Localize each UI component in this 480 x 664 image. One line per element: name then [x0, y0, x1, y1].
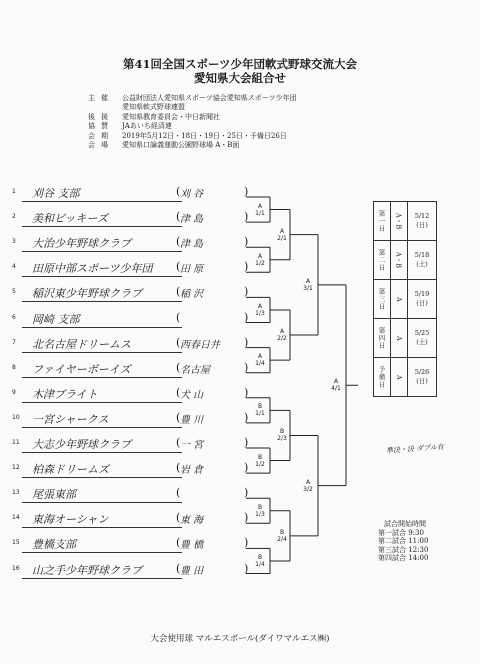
document-subtitle: 愛知県大会組合せ	[194, 71, 286, 85]
info-row-organizer2: 愛知県軟式野球連盟	[122, 103, 185, 112]
team-number: 15	[12, 539, 20, 547]
paren-open: (	[176, 536, 181, 550]
schedule-field: A	[391, 280, 408, 319]
start-times	[378, 520, 428, 563]
team-name: 美和ビッキーズ	[32, 212, 109, 226]
team-number: 2	[12, 213, 16, 221]
team-city: 犬 山	[180, 389, 204, 401]
schedule-row	[374, 241, 437, 280]
team-number: 16	[12, 564, 20, 572]
team-name: 刈谷 支部	[32, 187, 80, 200]
paren-open: (	[176, 260, 181, 274]
schedule-date: 5/26 (日)	[408, 358, 437, 397]
team-city: 津 島	[180, 239, 204, 251]
team-name: 山之手少年野球クラブ	[32, 563, 142, 577]
schedule-row	[374, 280, 437, 319]
schedule-row	[374, 358, 437, 397]
paren-open: (	[176, 360, 181, 374]
paren-close: )	[244, 335, 249, 349]
paren-open: (	[176, 335, 181, 349]
paren-close: )	[244, 185, 249, 198]
info-row-sponsor: 協賛 JAあいち経済連	[88, 122, 172, 131]
schedule-field: A	[391, 319, 408, 358]
paren-close: )	[244, 385, 249, 399]
schedule-row	[374, 202, 437, 241]
team-name: 大志少年野球クラブ	[32, 438, 131, 451]
paren-open: (	[176, 486, 181, 500]
match-label: A 1/2	[255, 252, 265, 267]
team-name: 岡崎 支部	[32, 312, 80, 326]
paren-close: )	[244, 410, 249, 424]
paren-close: )	[244, 486, 249, 500]
start-time-row: 第二試合 11:00	[378, 537, 429, 546]
team-city: 津 島	[180, 214, 204, 226]
team-city: 岩 倉	[180, 465, 204, 477]
start-time-row: 第四試合 14:00	[378, 554, 429, 563]
paren-close: )	[244, 561, 249, 575]
paren-close: )	[244, 436, 249, 449]
paren-open: (	[176, 285, 181, 299]
team-number: 13	[12, 489, 20, 497]
match-label: B 1/4	[255, 553, 265, 568]
match-label: A 2/2	[277, 328, 287, 343]
match-label: A 4/1	[331, 378, 341, 393]
team-name: 豊橋支部	[32, 538, 76, 552]
schedule-date: 5/12 (日)	[408, 202, 437, 241]
team-city: 田 原	[180, 264, 204, 276]
footer-ball-note: 大会使用球 マルエスボール(ダイワマルエス㈱)	[150, 634, 330, 644]
schedule-date: 5/25 (土)	[408, 319, 437, 358]
schedule-row	[374, 319, 437, 358]
team-city: 豊 川	[180, 414, 204, 426]
team-number: 5	[12, 288, 16, 296]
start-time-row: 第三試合 12:30	[378, 545, 429, 554]
team-name: 尾張東部	[32, 488, 76, 502]
paren-open: (	[176, 310, 181, 324]
match-label: B 1/3	[255, 503, 265, 518]
match-label: B 1/2	[255, 453, 265, 468]
team-city: 豊 橋	[180, 540, 204, 552]
match-label: A 2/1	[277, 227, 287, 242]
team-number: 6	[12, 313, 16, 321]
schedule-day: 第四日	[374, 319, 391, 358]
schedule-day: 第三日	[374, 280, 391, 319]
match-label: B 1/1	[255, 403, 265, 418]
match-label: A 1/3	[255, 302, 265, 317]
paren-close: )	[244, 360, 249, 374]
schedule-field: A・B	[391, 241, 408, 280]
team-name: 大治少年野球クラブ	[32, 237, 131, 251]
team-city: 西春日井	[180, 339, 220, 351]
info-row-support: 後援 愛知県教育委員会・中日新聞社	[88, 112, 220, 121]
info-row-venue: 会場 愛知県口論義運動公園野球場 A・B面	[88, 141, 240, 150]
paren-close: )	[244, 260, 249, 274]
team-name: 稲沢東少年野球クラブ	[32, 287, 142, 301]
paren-close: )	[244, 461, 249, 475]
match-label: A 1/1	[255, 202, 265, 217]
schedule-field: A・B	[391, 202, 408, 241]
team-name: 田原中部スポーツ少年団	[32, 262, 153, 276]
start-times-heading: 試合開始時間	[384, 520, 426, 528]
match-label: A 3/2	[303, 478, 313, 493]
team-number: 7	[12, 338, 16, 346]
match-label: A 1/4	[255, 353, 265, 368]
paren-open: (	[176, 210, 181, 224]
paren-open: (	[176, 410, 181, 424]
paren-close: )	[244, 285, 249, 299]
schedule-day: 第一日	[374, 202, 391, 241]
team-number: 8	[12, 363, 16, 371]
schedule-date: 5/19 (日)	[408, 280, 437, 319]
match-label: A 3/1	[303, 277, 313, 292]
paren-open: (	[176, 511, 181, 525]
document-title: 第41回全国スポーツ少年団軟式野球交流大会	[122, 57, 358, 71]
paren-close: )	[244, 235, 249, 249]
team-city: 豊 田	[180, 565, 204, 577]
schedule-day: 第二日	[374, 241, 391, 280]
paren-close: )	[244, 210, 249, 224]
team-number: 12	[12, 464, 20, 472]
paren-close: )	[244, 511, 249, 525]
paren-open: (	[176, 185, 181, 198]
paren-close: )	[244, 310, 249, 324]
team-name: 木津ブライト	[32, 387, 98, 401]
paren-open: (	[176, 461, 181, 475]
team-name: 北名古屋ドリームス	[32, 337, 131, 351]
team-number: 3	[12, 238, 16, 246]
paren-open: (	[176, 436, 181, 449]
team-name: ファイヤーボーイズ	[32, 362, 131, 376]
team-city: 名古屋	[180, 364, 210, 376]
team-number: 9	[12, 388, 16, 396]
schedule-field: A	[391, 358, 408, 397]
team-number: 11	[12, 439, 20, 446]
paren-close: )	[244, 536, 249, 550]
team-city: 刈 谷	[180, 189, 204, 200]
paren-open: (	[176, 235, 181, 249]
start-time-row: 第一試合 9:30	[378, 528, 424, 537]
handwritten-note: 準決・決 ダブル有	[385, 442, 445, 456]
paren-open: (	[176, 385, 181, 399]
team-name: 柏森ドリームズ	[32, 463, 109, 477]
team-city: 一 宮	[180, 440, 204, 451]
team-number: 10	[12, 413, 20, 421]
schedule-table	[373, 201, 437, 397]
team-city: 東 海	[180, 515, 204, 527]
match-label: B 2/4	[277, 528, 287, 543]
team-name: 東海オーシャン	[32, 513, 109, 527]
match-label: B 2/3	[277, 428, 287, 443]
team-number: 4	[12, 263, 16, 271]
info-row-period: 会期 2019年5月12日・18日・19日・25日・予備日26日	[88, 131, 287, 140]
team-name: 一宮シャークス	[32, 412, 109, 426]
team-city: 稲 沢	[180, 289, 204, 301]
team-number: 1	[12, 188, 16, 195]
team-number: 14	[12, 514, 20, 522]
info-row-organizer: 主催 公益財団法人愛知県スポーツ協会愛知県スポーツ少年団	[88, 94, 297, 102]
paren-open: (	[176, 561, 181, 575]
schedule-date: 5/18 (土)	[408, 241, 437, 280]
schedule-day: 予備日	[374, 358, 391, 397]
